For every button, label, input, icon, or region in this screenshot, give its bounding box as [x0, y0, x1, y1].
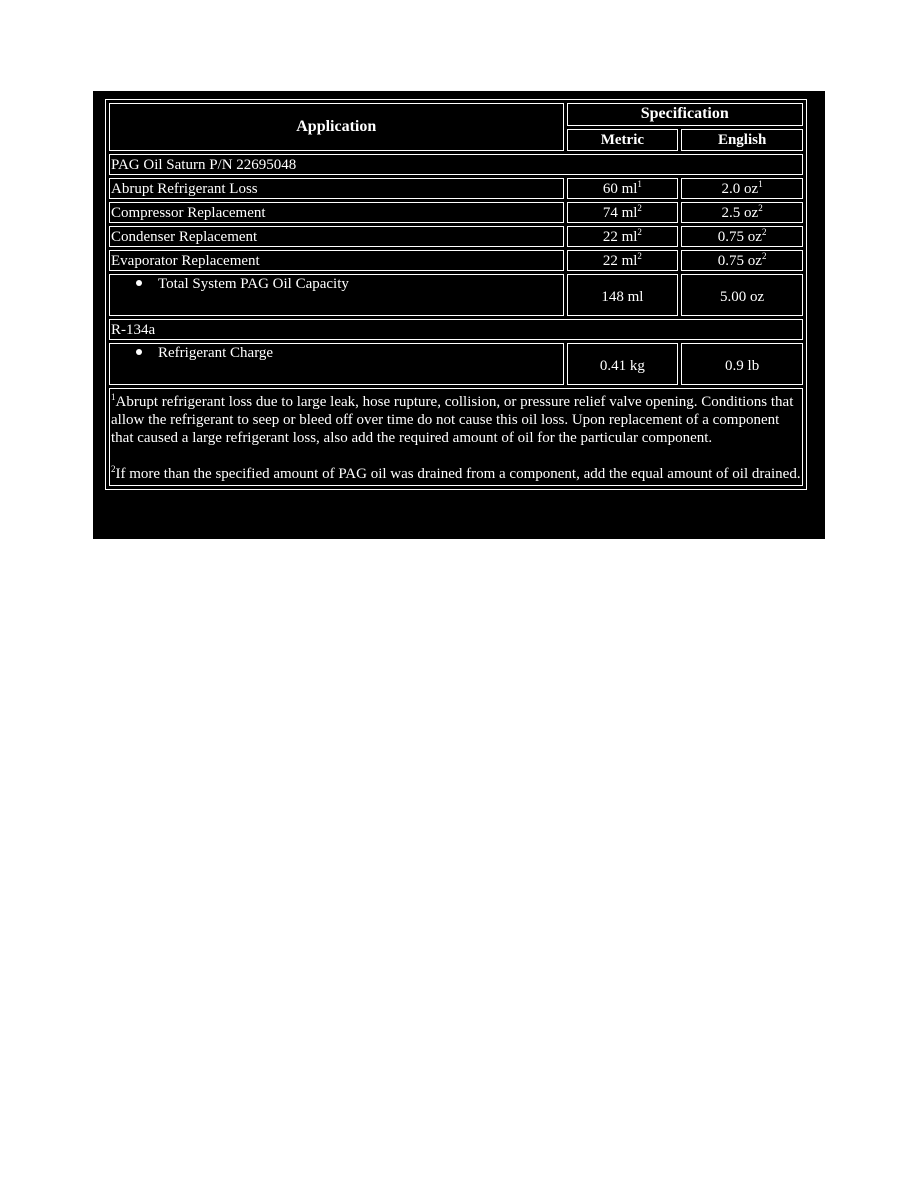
english-value: 2.5 oz [721, 204, 759, 221]
header-application: Application [109, 103, 564, 151]
metric-cell [567, 178, 679, 199]
footnote-mark: 2 [637, 202, 642, 213]
footnote-mark: 2 [761, 250, 767, 261]
english-value: 0.9 lb [681, 343, 803, 385]
english-cell [681, 226, 803, 247]
footnote-mark: 1 [111, 392, 116, 402]
footnote-mark: 2 [111, 464, 116, 474]
english-value: 0.75 oz [717, 228, 762, 245]
footnote-2 [111, 465, 801, 483]
header-metric: Metric [567, 129, 679, 152]
row-label: Refrigerant Charge [158, 345, 274, 361]
section-title-refrigerant: R-134a [109, 319, 803, 340]
metric-value: 0.41 kg [567, 343, 679, 385]
metric-value: 22 ml [602, 228, 638, 245]
english-value: 5.00 oz [681, 274, 803, 316]
row-label: Total System PAG Oil Capacity [158, 276, 349, 292]
row-label: Abrupt Refrigerant Loss [109, 178, 564, 199]
row-label: Condenser Replacement [109, 226, 564, 247]
table-row [109, 250, 803, 271]
table-row [109, 343, 803, 385]
footnote-mark: 2 [761, 226, 767, 237]
footnote-mark: 1 [758, 178, 763, 189]
english-cell [681, 202, 803, 223]
table-row [109, 226, 803, 247]
english-cell [681, 178, 803, 199]
section-title-pag-oil: PAG Oil Saturn P/N 22695048 [109, 154, 803, 175]
footnote-mark: 2 [637, 250, 642, 261]
header-english: English [681, 129, 803, 152]
metric-value: 74 ml [602, 204, 638, 221]
footnote-1 [111, 393, 801, 447]
english-value: 2.0 oz [721, 180, 759, 197]
english-cell [681, 250, 803, 271]
metric-value: 22 ml [602, 252, 638, 269]
metric-value: 148 ml [567, 274, 679, 316]
table-row [109, 178, 803, 199]
row-label: Compressor Replacement [109, 202, 564, 223]
footnote-text: Abrupt refrigerant loss due to large leak, hose rupture, collision, or pressure relief valve opening. Conditions that allow the refrigerant to seep or bleed off over time do not cause this oil loss. Upon replacement of a component that caused a large refrigerant loss, also add the required amount of oil for the particular component. [111, 394, 794, 446]
footnotes-cell [109, 388, 803, 486]
metric-cell [567, 202, 679, 223]
metric-value: 60 ml [602, 180, 638, 197]
header-specification: Specification [567, 103, 803, 126]
bullet-icon [136, 280, 142, 286]
row-label-cell [109, 343, 564, 385]
footnote-text: If more than the specified amount of PAG oil was drained from a component, add the equal amount of oil drained. [115, 466, 801, 482]
row-label-cell [109, 274, 564, 316]
metric-cell [567, 250, 679, 271]
footnote-mark: 2 [637, 226, 642, 237]
english-value: 0.75 oz [717, 252, 762, 269]
spec-table-panel [93, 91, 825, 539]
row-label: Evaporator Replacement [109, 250, 564, 271]
bullet-icon [136, 349, 142, 355]
footnote-mark: 1 [637, 178, 642, 189]
metric-cell [567, 226, 679, 247]
footnote-mark: 2 [758, 202, 763, 213]
table-row [109, 274, 803, 316]
pag-oil-spec-table [105, 99, 807, 490]
table-row [109, 202, 803, 223]
